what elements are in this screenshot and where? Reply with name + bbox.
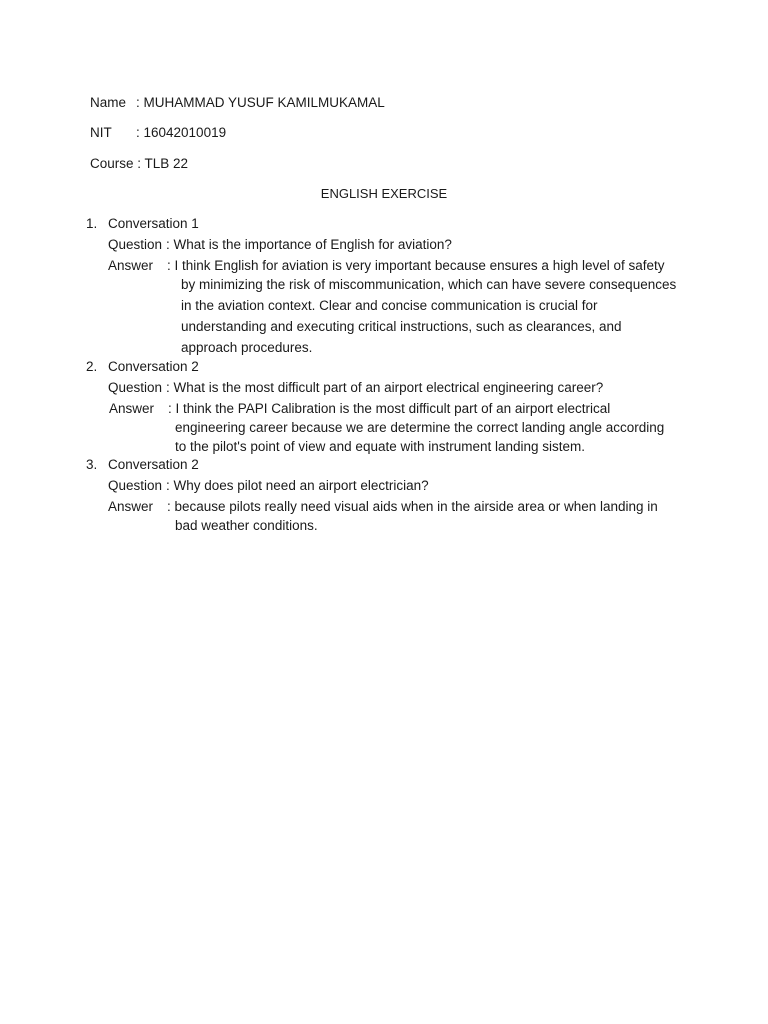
answer-line: by minimizing the risk of miscommunication, which can have severe consequences	[181, 277, 677, 292]
item-number: 1.	[86, 216, 98, 231]
item-number: 2.	[86, 359, 98, 374]
answer-label: Answer	[108, 499, 154, 514]
item-number: 3.	[86, 457, 98, 472]
answer-line: bad weather conditions.	[175, 518, 318, 533]
answer-line: approach procedures.	[181, 340, 313, 355]
answer-line: understanding and executing critical instructions, such as clearances, and	[181, 319, 622, 334]
answer-label: Answer	[109, 401, 155, 416]
nit-label: NIT	[90, 125, 112, 140]
name-label: Name	[90, 95, 127, 110]
answer-line: to the pilot's point of view and equate with instrument landing sistem.	[175, 439, 586, 454]
course-line: Course : TLB 22	[90, 156, 189, 171]
item-heading: Conversation 1	[108, 216, 199, 231]
question-label: Question	[108, 380, 163, 395]
question-text: : What is the importance of English for aviation?	[166, 237, 452, 252]
answer-line: engineering career because we are determine the correct landing angle according	[175, 420, 665, 435]
item-heading: Conversation 2	[108, 457, 199, 472]
answer-line: : I think English for aviation is very important because ensures a high level of safety	[167, 258, 665, 273]
question-text: : Why does pilot need an airport electrician?	[166, 478, 429, 493]
nit-value: : 16042010019	[136, 125, 227, 140]
page-title: ENGLISH EXERCISE	[320, 186, 448, 201]
item-heading: Conversation 2	[108, 359, 199, 374]
answer-line: : because pilots really need visual aids when in the airside area or when landing in	[167, 499, 658, 514]
question-text: : What is the most difficult part of an airport electrical engineering career?	[166, 380, 604, 395]
question-label: Question	[108, 478, 163, 493]
name-value: : MUHAMMAD YUSUF KAMILMUKAMAL	[136, 95, 385, 110]
answer-line: in the aviation context. Clear and concise communication is crucial for	[181, 298, 598, 313]
answer-line: : I think the PAPI Calibration is the most difficult part of an airport electrical	[168, 401, 611, 416]
answer-label: Answer	[108, 258, 154, 273]
question-label: Question	[108, 237, 163, 252]
